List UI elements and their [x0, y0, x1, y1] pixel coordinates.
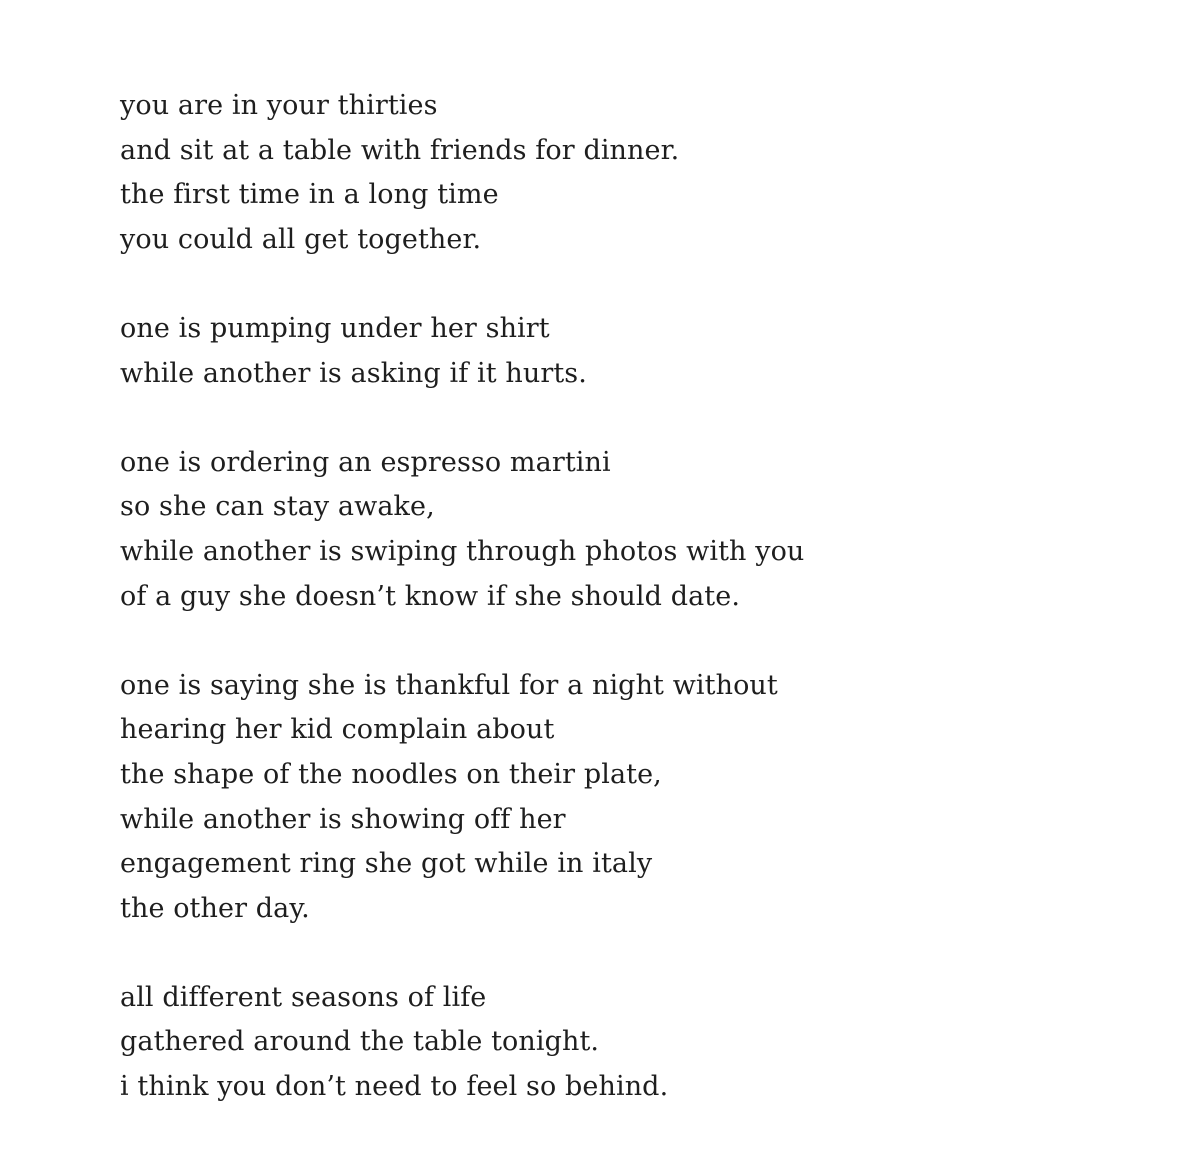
poem-line: while another is swiping through photos with you: [120, 535, 805, 567]
poem-line: gathered around the table tonight.: [120, 1026, 600, 1058]
poem-line: the first time in a long time: [120, 179, 499, 211]
stanza-2: [120, 307, 1120, 396]
poem-line: one is saying she is thankful for a night without: [120, 669, 778, 701]
poem-line: one is pumping under her shirt: [120, 312, 550, 344]
poem-line: all different seasons of life: [120, 981, 487, 1013]
poem-line: engagement ring she got while in italy: [120, 848, 653, 880]
poem-line: the shape of the noodles on their plate,: [120, 758, 662, 790]
poem-line: hearing her kid complain about: [120, 714, 555, 746]
stanza-4: [120, 664, 1120, 932]
poem-line: one is ordering an espresso martini: [120, 446, 611, 478]
poem-line: the other day.: [120, 892, 310, 924]
poem-line: while another is showing off her: [120, 803, 566, 835]
poem-line: you could all get together.: [120, 223, 482, 255]
stanza-5: [120, 976, 1120, 1110]
stanza-3: [120, 441, 1120, 619]
poem-line: of a guy she doesn’t know if she should date.: [120, 580, 741, 612]
poem-line: you are in your thirties: [120, 90, 438, 121]
poem-line: and sit at a table with friends for dinner.: [120, 134, 680, 166]
poem-line: while another is asking if it hurts.: [120, 357, 587, 389]
stanza-1: [120, 84, 1120, 262]
poem-line: so she can stay awake,: [120, 491, 435, 523]
poem-line: i think you don’t need to feel so behind.: [120, 1071, 669, 1103]
poem-text: [120, 84, 1120, 1110]
